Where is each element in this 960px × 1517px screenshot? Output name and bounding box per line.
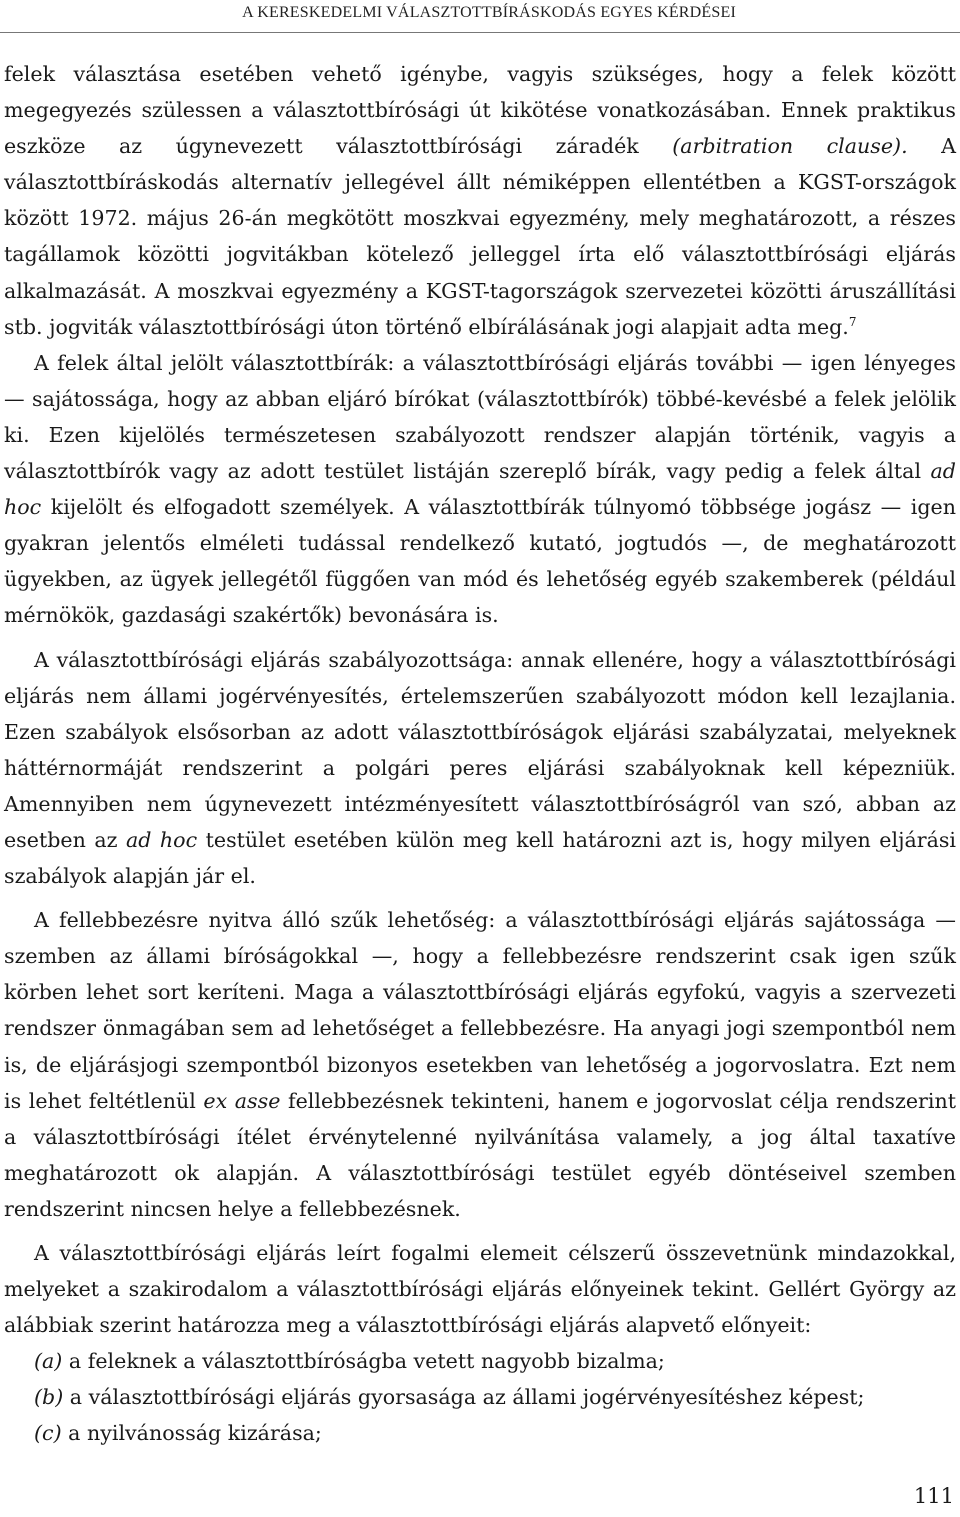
paragraph-1-text-b: A választottbíráskodás alternatív jellegével állt némiképpen ellentétben a KGST-országok között 1972. május 26-án megkötött moszkvai egyezmény, mely meghatározott, a részes tagállamok közötti jogvitákban kötelező jelleggel írta elő választottbírósági eljárás alkalmazását. A moszkvai egyezmény a KGST-tagországok szervezetei közötti áruszállítási stb. jogviták választottbírósági úton történő elbírálásának jogi alapjait adta meg.: [4, 134, 957, 339]
paragraph-3: [4, 642, 956, 895]
footnote-marker: 7: [848, 314, 857, 329]
paragraph-4-italic: ex asse: [203, 1088, 281, 1113]
running-header: A KERESKEDELMI VÁLASZTOTTBÍRÁSKODÁS EGYES KÉRDÉSEI: [242, 4, 736, 21]
paragraph-4-text-b: fellebbezésnek tekinteni, hanem e jogorvoslat célja rendszerint a választottbírósági ítélet érvénytelenné nyilvánítása valamely, a jog által taxatíve meghatározott ok alapján. A választottbírósági testület egyéb döntéseivel szemben rendszerint nincsen helye a fellebbezésnek.: [4, 1088, 956, 1221]
paragraph-2-text-a: A felek által jelölt választottbírák: a választottbírósági eljárás további — igen lényeges — sajátossága, hogy az abban eljáró bírókat (választottbírók) többé-kevésbé a felek jelölik ki. Ezen kijelölés természetesen szabályozott rendszer alapján történik, vagyis a választottbírók vagy az adott testület listáján szereplő bírák, vagy pedig a felek által: [4, 350, 956, 484]
body-text: [4, 56, 956, 1452]
paragraph-2: [4, 345, 956, 634]
page-number: 111: [913, 1484, 954, 1508]
paragraph-1: [4, 56, 956, 345]
paragraph-3-text-a: A választottbírósági eljárás szabályozottsága: annak ellenére, hogy a választottbírósági eljárás nem állami jogérvényesítés, értelemszerűen szabályozott módon kell lezajlania. Ezen szabályok elsősorban az adott választottbíróságok eljárási szabályzatai, melyeknek háttérnormáját rendszerint a polgári peres eljárási szabályoknak kell képezniük. Amennyiben nem úgynevezett intézményesített választottbíróságról van szó, abban az esetben az: [4, 647, 956, 852]
list-item: [4, 1343, 956, 1379]
list-item: [4, 1379, 956, 1415]
list-marker: (c): [34, 1421, 62, 1446]
paragraph-3-text-b: testület esetében külön meg kell határozni azt is, hogy milyen eljárási szabályok alapján jár el.: [4, 827, 957, 889]
paragraph-2-text-b: kijelölt és elfogadott személyek. A választottbírák túlnyomó többsége jogász — igen gyakran jelentős elméleti tudással rendelkező kutató, jogtudós —, de meghatározott ügyekben, az ügyek jellegétől függően van mód és lehetőség egyéb szakemberek (például mérnökök, gazdasági szakértők) bevonására is.: [4, 495, 956, 628]
header-rule: [0, 32, 960, 33]
paragraph-1-text-a: felek választása esetében vehető igénybe, vagyis szükséges, hogy a felek között megegyezés szülessen a választottbírósági út kikötése vonatkozásában. Ennek praktikus eszköze az úgynevezett választottbírósági záradék: [4, 62, 956, 159]
list-item-text: a nyilvánosság kizárása;: [61, 1421, 322, 1446]
paragraph-4: [4, 902, 956, 1227]
list-marker: (b): [34, 1385, 64, 1410]
paragraph-1-italic: (arbitration clause).: [672, 134, 908, 159]
list-item-text: a választottbírósági eljárás gyorsasága az állami jogérvényesítéshez képest;: [63, 1385, 865, 1410]
paragraph-4-text-a: A fellebbezésre nyitva álló szűk lehetőség: a választottbírósági eljárás sajátossága — szemben az állami bíróságokkal —, hogy a fellebbezésre rendszerint csak igen szűk körben lehet sort keríteni. Maga a választottbírósági eljárás egyfokú, vagyis a szervezeti rendszer önmagában sem ad lehetőséget a fellebbezésre. Ha anyagi jogi szempontból nem is, de eljárásjogi szempontból bizonyos esetekben van lehetőség a jogorvoslatra. Ezt nem is lehet feltétlenül: [4, 908, 956, 1113]
list-item: [4, 1415, 956, 1451]
paragraph-3-italic: ad hoc: [125, 827, 198, 852]
list-marker: (a): [34, 1349, 63, 1374]
list-item-text: a feleknek a választottbíróságba vetett nagyobb bizalma;: [62, 1349, 665, 1374]
paragraph-2-italic: ad hoc: [4, 459, 956, 520]
paragraph-5: A választottbírósági eljárás leírt fogalmi elemeit célszerű összevetnünk mindazokkal, melyeket a szakirodalom a választottbírósági eljárás előnyeinek tekint. Gellért György az alábbiak szerint határozza meg a választottbírósági eljárás alapvető előnyeit:: [4, 1241, 956, 1338]
